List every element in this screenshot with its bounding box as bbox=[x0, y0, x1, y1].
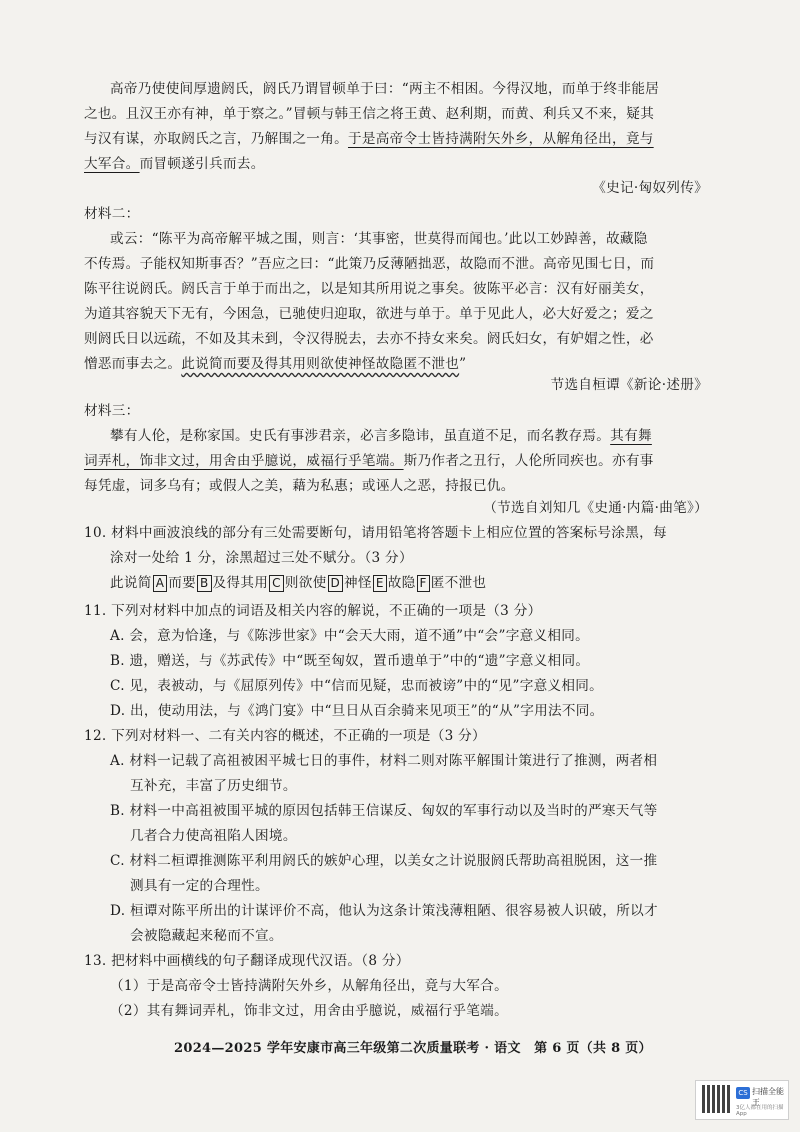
material3-line-3: 每凭虚，词多乌有；或假人之美，藉为私惠；或诬人之恶，持报已仇。 bbox=[84, 478, 515, 494]
material3-line-2 bbox=[84, 450, 654, 472]
scanner-title: 扫描全能王 bbox=[752, 1087, 784, 1107]
q10-seg-6: 匿不泄也 bbox=[430, 575, 487, 591]
q12-option-a-1: A. 材料一记载了高祖被困平城七日的事件，材料二则对陈平解围计策进行了推测，两者相 bbox=[110, 753, 658, 769]
q10-stem-2: 涂对一处给 1 分，涂黑超过三处不赋分。（3 分） bbox=[110, 550, 413, 566]
q12-option-d-1: D. 桓谭对陈平所出的计谋评价不高，他认为这条计策浅薄粗陋、很容易被人识破，所以才 bbox=[110, 903, 658, 919]
scanner-subtitle: 3亿人都在用的扫描App bbox=[736, 1105, 784, 1117]
q12-stem: 12. 下列对材料一、二有关内容的概述，不正确的一项是（3 分） bbox=[84, 728, 486, 744]
material2-heading: 材料二： bbox=[84, 206, 140, 222]
q11-stem: 11. 下列对材料中加点的词语及相关内容的解说，不正确的一项是（3 分） bbox=[84, 603, 542, 619]
material3-source: （节选自刘知几《史通·内篇·曲笔》） bbox=[483, 500, 708, 516]
underlined-sentence-1a: 于是高帝令士皆持满附矢外乡，从解角径出，竟与 bbox=[347, 131, 654, 147]
q12-option-b-1: B. 材料一中高祖被围平城的原因包括韩王信谋反、匈奴的军事行动以及当时的严寒天气等 bbox=[110, 803, 658, 819]
material2-line-2: 不传焉。子能权知斯事否？”吾应之曰：“此策乃反薄陋拙恶，故隐而不泄。高帝见围七日，而 bbox=[84, 256, 655, 272]
material1-line-3-text: 与汉有谋，亦取阏氏之言，乃解围之一角。 bbox=[84, 131, 348, 147]
q10-answer-row bbox=[110, 572, 486, 594]
material1-line-4 bbox=[84, 153, 265, 175]
q10-box-c[interactable]: C bbox=[269, 575, 284, 592]
scanner-logo: CS bbox=[736, 1087, 750, 1099]
q10-box-b[interactable]: B bbox=[197, 575, 212, 592]
material3-line-1 bbox=[110, 425, 652, 447]
q12-option-b-2: 几者合力使高祖陷人困境。 bbox=[130, 828, 297, 844]
q12-option-c-2: 测具有一定的合理性。 bbox=[130, 878, 269, 894]
q10-seg-2: 及得其用 bbox=[212, 575, 269, 591]
q10-box-d[interactable]: D bbox=[328, 575, 344, 592]
material1-line-2: 之也。且汉王亦有神，单于察之。”冒顿与韩王信之将王黄、赵利期，而黄、利兵又不来，疑其 bbox=[84, 106, 655, 122]
q10-box-a[interactable]: A bbox=[153, 575, 168, 592]
material3-line-1-text: 攀有人伦，是称家国。史氏有事涉君亲，必言多隐讳，虽直道不足，而名教存焉。 bbox=[110, 428, 611, 444]
q10-seg-1: 而要 bbox=[168, 575, 196, 591]
material2-end-quote: ” bbox=[459, 356, 467, 372]
material2-line-1: 或云：“陈平为高帝解平城之围，则言：‘其事密，世莫得而闻也。’此以工妙踔善，故藏隐 bbox=[110, 231, 648, 247]
q13-stem: 13. 把材料中画横线的句子翻译成现代汉语。（8 分） bbox=[84, 953, 410, 969]
material2-line-5: 则阏氏日以远疏，不如及其未到，令汉得脱去，去亦不持女来矣。阏氏妇女，有妒媢之性，必 bbox=[84, 331, 654, 347]
q11-option-c: C. 见，表被动，与《屈原列传》中“信而见疑，忠而被谤”中的“见”字意义相同。 bbox=[110, 678, 604, 694]
q12-option-d-2: 会被隐藏起来秘而不宣。 bbox=[130, 928, 283, 944]
q12-option-a-2: 互补充，丰富了历史细节。 bbox=[130, 778, 297, 794]
material2-source: 节选自桓谭《新论·述册》 bbox=[550, 377, 708, 393]
q12-option-c-1: C. 材料二桓谭推测陈平利用阏氏的嫉妒心理，以美女之计说服阏氏帮助高祖脱困，这一推 bbox=[110, 853, 658, 869]
material2-line-3: 陈平往说阏氏。阏氏言于单于而出之，以是知其所用说之事矣。彼陈平必言：汉有好丽美女， bbox=[84, 281, 654, 297]
q10-seg-5: 故隐 bbox=[387, 575, 416, 591]
q10-seg-0: 此说简 bbox=[110, 575, 152, 591]
q10-seg-4: 神怪 bbox=[344, 575, 372, 591]
underlined-sentence-1b: 大军合。 bbox=[84, 156, 140, 172]
q10-seg-3: 则欲使 bbox=[284, 575, 327, 591]
q11-option-d: D. 出，使动用法，与《鸿门宴》中“旦日从百余骑来见项王”的“从”字用法不同。 bbox=[110, 703, 604, 719]
q10-stem-1: 10. 材料中画波浪线的部分有三处需要断句，请用铅笔将答题卡上相应位置的答案标号涂黑，每 bbox=[84, 525, 667, 541]
underlined-sentence-2b: 词弄札，饰非文过，用舍由乎臆说，威福行乎笔端。 bbox=[84, 453, 404, 469]
qr-code-icon bbox=[702, 1085, 730, 1113]
material1-source: 《史记·匈奴列传》 bbox=[592, 180, 708, 196]
wavy-line-passage: 此说简而要及得其用则欲使神怪故隐匿不泄也 bbox=[181, 356, 460, 372]
material2-line-6 bbox=[84, 353, 466, 375]
material1-line-3 bbox=[84, 128, 654, 150]
material3-heading: 材料三： bbox=[84, 403, 140, 419]
scanner-watermark bbox=[695, 1080, 789, 1120]
q13-item-2: （2）其有舞词弄札，饰非文过，用舍由乎臆说，威福行乎笔端。 bbox=[110, 1003, 508, 1019]
q10-box-f[interactable]: F bbox=[417, 575, 430, 592]
material3-line-2-rest: 斯乃作者之丑行，人伦所同疾也。亦有事 bbox=[403, 453, 654, 469]
material2-line-6-text: 憎恶而事去之。 bbox=[84, 356, 182, 372]
q13-item-1: （1）于是高帝令士皆持满附矢外乡，从解角径出，竟与大军合。 bbox=[110, 978, 508, 994]
underlined-sentence-2a: 其有舞 bbox=[610, 428, 652, 444]
material1-line-4-rest: 而冒顿遂引兵而去。 bbox=[139, 156, 265, 172]
q10-box-e[interactable]: E bbox=[373, 575, 387, 592]
page-footer: 2024—2025 学年安康市高三年级第二次质量联考 · 语文 第 6 页（共 8 页） bbox=[174, 1041, 652, 1056]
q11-option-b: B. 遗，赠送，与《苏武传》中“既至匈奴，置币遗单于”中的“遗”字意义相同。 bbox=[110, 653, 590, 669]
material1-line-1: 高帝乃使使间厚遗阏氏，阏氏乃谓冒顿单于曰：“两主不相困。今得汉地，而单于终非能居 bbox=[110, 81, 660, 97]
q11-option-a: A. 会，意为恰逢，与《陈涉世家》中“会天大雨，道不通”中“会”字意义相同。 bbox=[110, 628, 590, 644]
material2-line-4: 为道其容貌天下无有，今困急，已驰使归迎取，欲进与单于。单于见此人，必大好爱之；爱之 bbox=[84, 306, 654, 322]
